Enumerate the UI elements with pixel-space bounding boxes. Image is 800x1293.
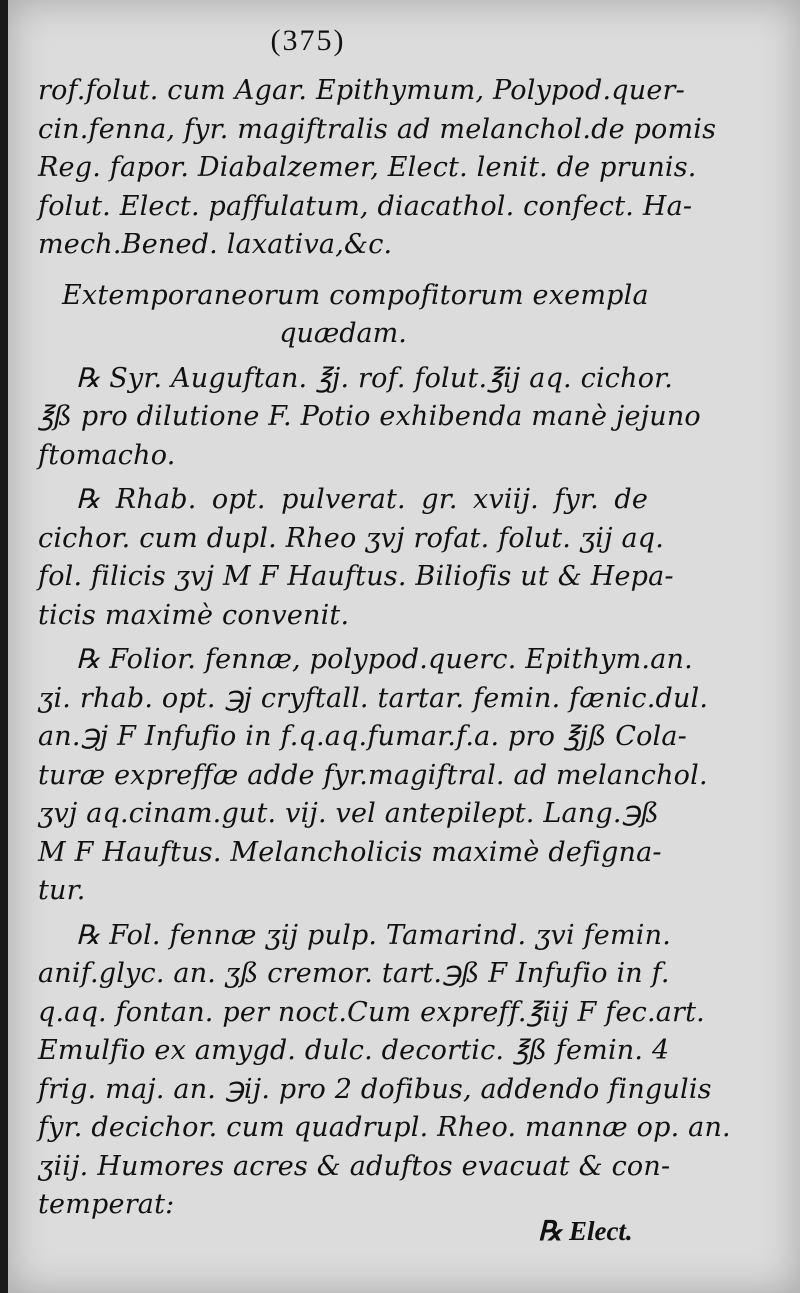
recipe-line: an.℈j F Infufio in f.q.aq.fumar.f.a. pro ℥jß Cola- (38, 721, 688, 752)
spacer (38, 265, 648, 277)
text-line: cin.fenna, fyr. magiftralis ad melanchol.de pomis (38, 113, 717, 145)
recipe-line: M F Hauftus. Melancholicis maximè defigna- (38, 836, 662, 868)
recipe-line: ftomacho. (38, 439, 176, 471)
recipe-line: ℞ Rhab. opt. pulverat. gr. xviij. fyr. de (76, 484, 648, 515)
recipe-line: ʒiij. Humores acres & aduftos evacuat & con- (38, 1150, 671, 1182)
section-heading-cont: quædam. (279, 318, 407, 349)
recipe-line: frig. maj. an. ℈ij. pro 2 dofibus, addendo fingulis (38, 1073, 712, 1105)
recipe-line: ticis maximè convenit. (38, 599, 350, 631)
recipe-line: fyr. decichor. cum quadrupl. Rheo. mannæ op. an. (38, 1112, 731, 1143)
recipe-line: temperat: (38, 1189, 175, 1220)
recipe-line: fol. filicis ʒvj M F Hauftus. Biliofis ut & Hepa- (38, 561, 674, 592)
text-line: Reg. fapor. Diabalzemer, Elect. lenit. de prunis. (38, 152, 697, 183)
recipe-line: ℞ Syr. Auguftan. ℥j. rof. folut.℥ij aq. cichor. (76, 362, 674, 394)
page-number: (375) (270, 24, 346, 57)
text-line: folut. Elect. paffulatum, diacathol. confect. Ha- (38, 190, 693, 222)
recipe-line: ℞ Folior. fennæ, polypod.querc. Epithym.an. (76, 644, 693, 675)
recipe-line: q.aq. fontan. per noct.Cum expreff.℥iij F fec.art. (38, 996, 705, 1028)
recipe-line: cichor. cum dupl. Rheo ʒvj rofat. folut. ʒij aq. (38, 522, 665, 554)
catchword: ℞ Elect. (538, 1216, 633, 1246)
section-heading: Extemporaneorum compofitorum exempla (62, 279, 649, 311)
recipe-line: turæ expreffæ adde fyr.magiftral. ad melanchol. (38, 759, 708, 791)
text-line: mech.Bened. laxativa,&c. (38, 229, 393, 260)
recipe-line: anif.glyc. an. ʒß cremor. tart.℈ß F Infufio in f. (38, 958, 670, 989)
recipe-line: ℞ Fol. fennæ ʒij pulp. Tamarind. ʒvi femin. (76, 919, 671, 951)
recipe-line: ʒi. rhab. opt. ℈j cryftall. tartar. femin. fænic.dul. (38, 682, 709, 714)
recipe-line: ℥ß pro dilutione F. Potio exhibenda manè jejuno (38, 401, 701, 432)
recipe-line: ʒvj aq.cinam.gut. vij. vel antepilept. Lang.℈ß (38, 798, 659, 829)
recipe-line: tur. (38, 875, 86, 906)
recipe-line: Emulfio ex amygd. dulc. decortic. ℥ß femin. 4 (38, 1035, 670, 1066)
page-text (38, 72, 731, 1225)
book-page (8, 0, 800, 1293)
text-line: rof.folut. cum Agar. Epithymum, Polypod.quer- (38, 75, 685, 106)
